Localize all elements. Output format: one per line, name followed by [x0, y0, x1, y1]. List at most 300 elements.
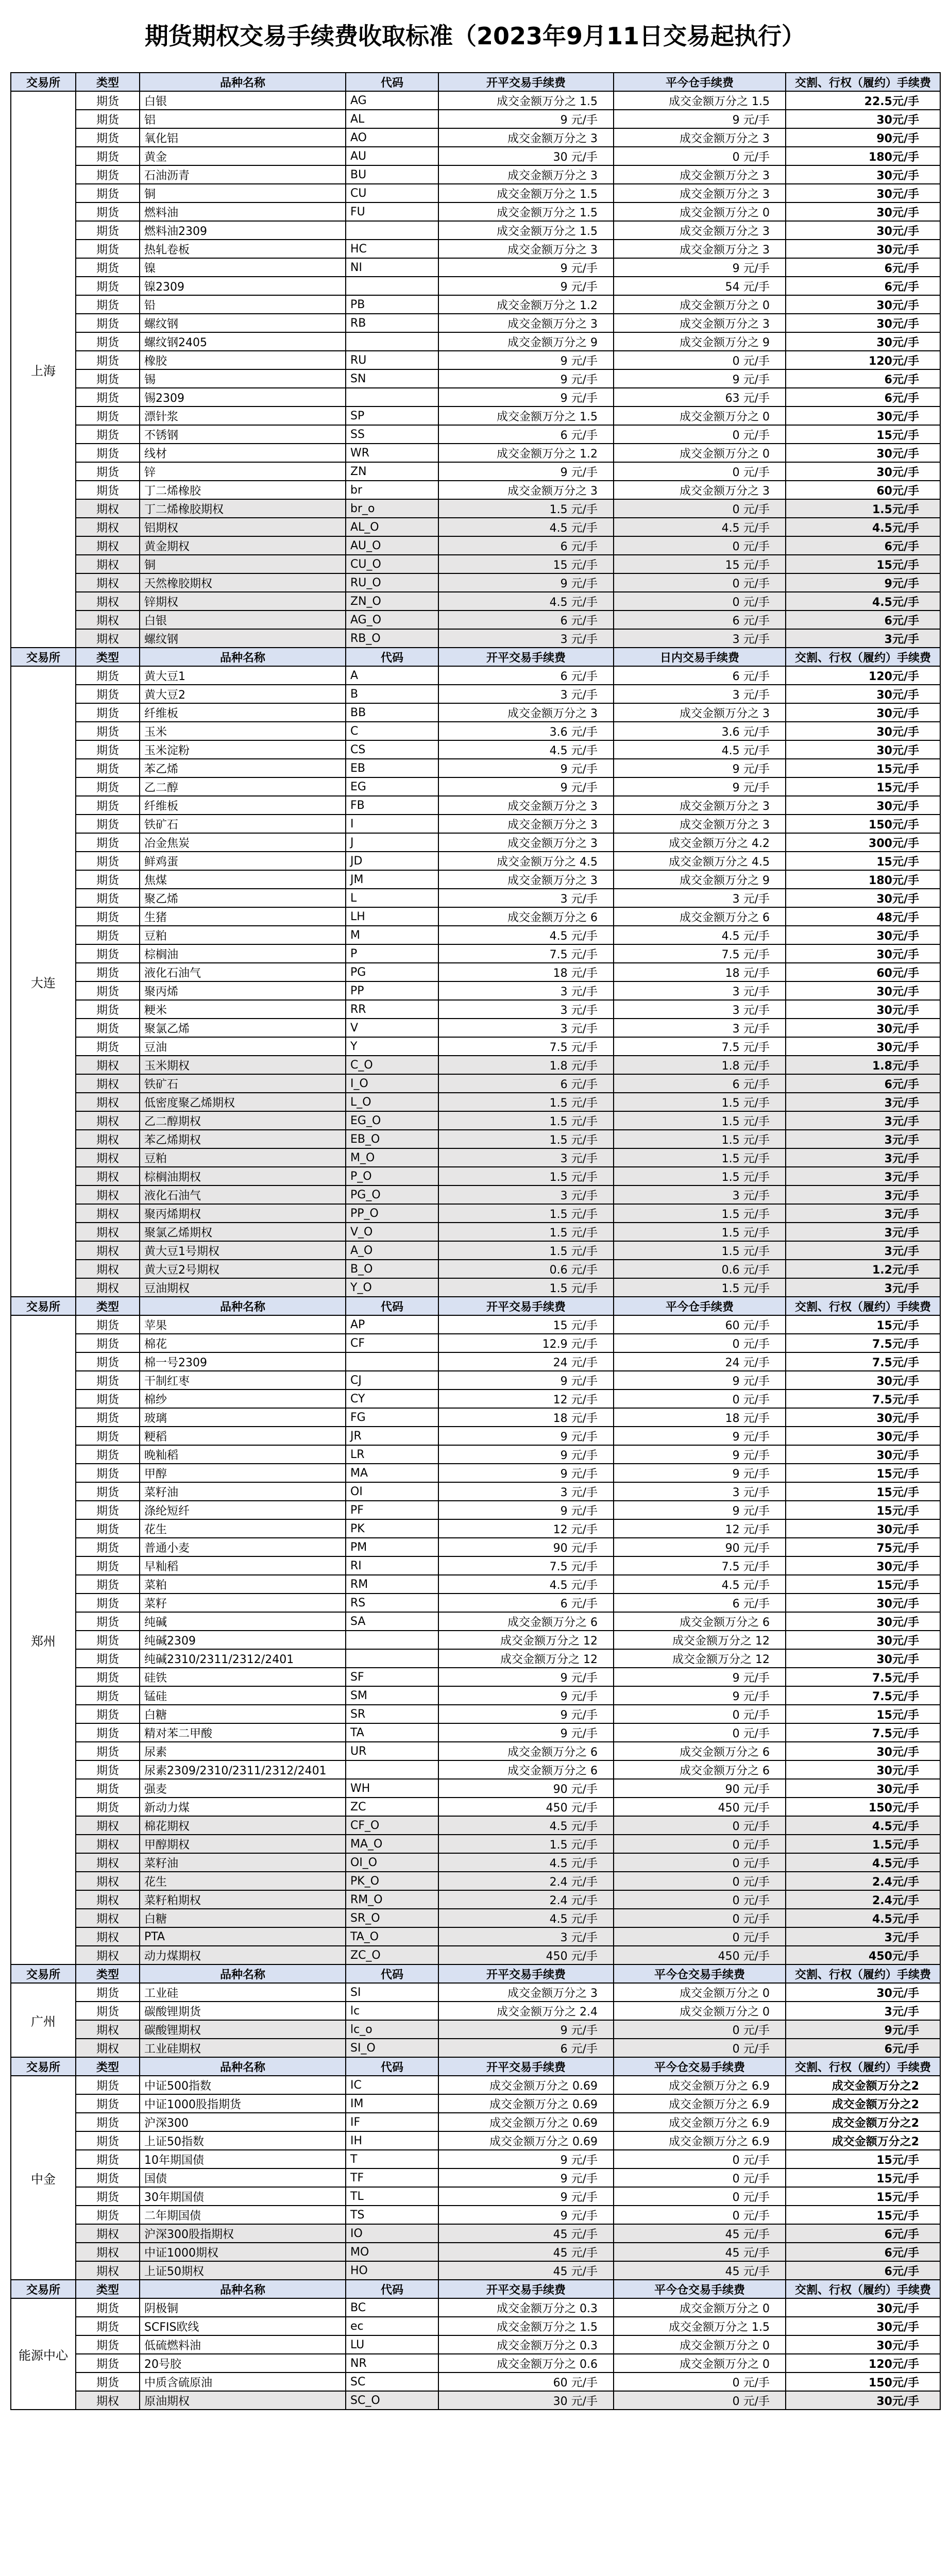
del-cell: 30元/手 — [786, 165, 940, 184]
del-cell: 3元/手 — [786, 1185, 940, 1204]
name-cell: 棉花 — [140, 1334, 346, 1352]
open-cell: 成交金额万分之 0.69 — [438, 2076, 614, 2094]
code-cell: lc — [346, 2002, 438, 2020]
table-row — [11, 777, 940, 796]
code-cell: IC — [346, 2076, 438, 2094]
open-cell: 成交金额万分之 0.69 — [438, 2113, 614, 2131]
column-header: 开平交易手续费 — [438, 1297, 614, 1315]
table-row — [11, 1519, 940, 1538]
type-cell: 期权 — [76, 629, 140, 648]
del-cell: 300元/手 — [786, 833, 940, 852]
del-cell: 30元/手 — [786, 295, 940, 314]
close-cell: 0 元/手 — [614, 1705, 786, 1723]
column-header: 开平交易手续费 — [438, 2057, 614, 2076]
close-cell: 0 元/手 — [614, 536, 786, 555]
del-cell: 3元/手 — [786, 1111, 940, 1130]
name-cell: 国债 — [140, 2168, 346, 2187]
close-cell: 成交金额万分之 12 — [614, 1649, 786, 1668]
code-cell: I_O — [346, 1074, 438, 1093]
open-cell: 成交金额万分之 2.4 — [438, 2002, 614, 2020]
open-cell: 9 元/手 — [438, 258, 614, 277]
type-cell: 期货 — [76, 369, 140, 388]
name-cell: 白糖 — [140, 1705, 346, 1723]
open-cell: 1.5 元/手 — [438, 1093, 614, 1111]
name-cell: 丁二烯橡胶 — [140, 481, 346, 499]
table-row — [11, 1983, 940, 2002]
code-cell: CF_O — [346, 1816, 438, 1835]
close-cell: 成交金额万分之 3 — [614, 165, 786, 184]
table-row — [11, 110, 940, 128]
name-cell: 锰硅 — [140, 1686, 346, 1705]
type-cell: 期权 — [76, 1185, 140, 1204]
table-row — [11, 2150, 940, 2168]
column-header: 类型 — [76, 73, 140, 91]
table-row — [11, 1223, 940, 1241]
type-cell: 期货 — [76, 1668, 140, 1686]
del-cell: 6元/手 — [786, 611, 940, 629]
open-cell: 1.5 元/手 — [438, 1130, 614, 1148]
del-cell: 15元/手 — [786, 2187, 940, 2206]
close-cell: 0 元/手 — [614, 2206, 786, 2224]
table-row — [11, 2168, 940, 2187]
column-header: 平今仓交易手续费 — [614, 2280, 786, 2298]
code-cell: PM — [346, 1538, 438, 1556]
open-cell: 成交金额万分之 1.2 — [438, 444, 614, 462]
name-cell: 铁矿石 — [140, 815, 346, 833]
table-row — [11, 1890, 940, 1909]
table-row — [11, 165, 940, 184]
code-cell: PG — [346, 963, 438, 981]
open-cell: 90 元/手 — [438, 1779, 614, 1798]
del-cell: 30元/手 — [786, 2298, 940, 2317]
table-row — [11, 1779, 940, 1798]
table-row — [11, 759, 940, 777]
open-cell: 7.5 元/手 — [438, 1037, 614, 1056]
open-cell: 9 元/手 — [438, 2020, 614, 2039]
table-row — [11, 2317, 940, 2335]
code-cell: AU — [346, 147, 438, 165]
open-cell: 成交金额万分之 1.5 — [438, 221, 614, 240]
close-cell: 0 元/手 — [614, 1909, 786, 1927]
close-cell: 成交金额万分之 3 — [614, 240, 786, 258]
close-cell: 9 元/手 — [614, 1686, 786, 1705]
del-cell: 30元/手 — [786, 1631, 940, 1649]
type-cell: 期权 — [76, 1260, 140, 1278]
del-cell: 6元/手 — [786, 258, 940, 277]
del-cell: 30元/手 — [786, 703, 940, 722]
close-cell: 9 元/手 — [614, 369, 786, 388]
open-cell: 9 元/手 — [438, 1371, 614, 1389]
type-cell: 期货 — [76, 1445, 140, 1464]
table-row — [11, 1056, 940, 1074]
table-row — [11, 258, 940, 277]
name-cell: 碳酸锂期货 — [140, 2002, 346, 2020]
code-cell: OI_O — [346, 1853, 438, 1872]
open-cell: 3 元/手 — [438, 1927, 614, 1946]
table-row — [11, 1074, 940, 1093]
del-cell: 30元/手 — [786, 1037, 940, 1056]
type-cell: 期货 — [76, 1631, 140, 1649]
code-cell: FG — [346, 1408, 438, 1427]
close-cell: 0 元/手 — [614, 1723, 786, 1742]
table-row — [11, 1927, 940, 1946]
del-cell: 30元/手 — [786, 240, 940, 258]
close-cell: 0 元/手 — [614, 1334, 786, 1352]
del-cell: 30元/手 — [786, 1649, 940, 1668]
del-cell: 15元/手 — [786, 1705, 940, 1723]
type-cell: 期权 — [76, 2039, 140, 2057]
code-cell: MA — [346, 1464, 438, 1482]
type-cell: 期权 — [76, 499, 140, 518]
open-cell: 3 元/手 — [438, 1185, 614, 1204]
name-cell: 花生 — [140, 1872, 346, 1890]
table-row — [11, 1315, 940, 1334]
open-cell: 30 元/手 — [438, 2391, 614, 2410]
del-cell: 120元/手 — [786, 351, 940, 369]
type-cell: 期货 — [76, 833, 140, 852]
name-cell: 不锈钢 — [140, 425, 346, 444]
exchange-cell: 中金 — [11, 2076, 76, 2280]
type-cell: 期货 — [76, 815, 140, 833]
table-row — [11, 963, 940, 981]
column-header: 开平交易手续费 — [438, 1964, 614, 1983]
close-cell: 60 元/手 — [614, 1315, 786, 1334]
open-cell: 12 元/手 — [438, 1389, 614, 1408]
del-cell: 1.5元/手 — [786, 499, 940, 518]
open-cell: 45 元/手 — [438, 2261, 614, 2280]
close-cell: 9 元/手 — [614, 777, 786, 796]
close-cell: 24 元/手 — [614, 1352, 786, 1371]
close-cell: 0 元/手 — [614, 1816, 786, 1835]
del-cell: 6元/手 — [786, 2224, 940, 2243]
del-cell: 4.5元/手 — [786, 1909, 940, 1927]
column-header: 代码 — [346, 648, 438, 666]
code-cell: LR — [346, 1445, 438, 1464]
column-header: 品种名称 — [140, 2280, 346, 2298]
code-cell: BB — [346, 703, 438, 722]
name-cell: 中证1000股指期货 — [140, 2094, 346, 2113]
code-cell: NR — [346, 2354, 438, 2372]
open-cell: 成交金额万分之 0.6 — [438, 2354, 614, 2372]
code-cell: TA — [346, 1723, 438, 1742]
name-cell: 棕榈油 — [140, 944, 346, 963]
code-cell: AU_O — [346, 536, 438, 555]
code-cell: IM — [346, 2094, 438, 2113]
name-cell: 聚氯乙烯期权 — [140, 1223, 346, 1241]
code-cell: JM — [346, 870, 438, 889]
close-cell: 7.5 元/手 — [614, 944, 786, 963]
table-row — [11, 314, 940, 332]
name-cell: 螺纹钢 — [140, 629, 346, 648]
open-cell: 成交金额万分之 3 — [438, 240, 614, 258]
section-header-row — [11, 2280, 940, 2298]
table-row — [11, 1204, 940, 1223]
del-cell: 7.5元/手 — [786, 1686, 940, 1705]
name-cell: 苯乙烯 — [140, 759, 346, 777]
close-cell: 成交金额万分之 3 — [614, 703, 786, 722]
name-cell: 锡 — [140, 369, 346, 388]
close-cell: 9 元/手 — [614, 1668, 786, 1686]
close-cell: 3 元/手 — [614, 1482, 786, 1501]
code-cell: AG — [346, 91, 438, 110]
close-cell: 成交金额万分之 1.5 — [614, 91, 786, 110]
del-cell: 30元/手 — [786, 406, 940, 425]
name-cell: 棉纱 — [140, 1389, 346, 1408]
table-row — [11, 1501, 940, 1519]
del-cell: 成交金额万分之2 — [786, 2131, 940, 2150]
table-row — [11, 406, 940, 425]
section-header-row — [11, 1964, 940, 1983]
del-cell: 30元/手 — [786, 981, 940, 1000]
type-cell: 期权 — [76, 1241, 140, 1260]
code-cell: RR — [346, 1000, 438, 1019]
type-cell: 期权 — [76, 611, 140, 629]
type-cell: 期货 — [76, 295, 140, 314]
del-cell: 1.5元/手 — [786, 1835, 940, 1853]
code-cell — [346, 1760, 438, 1779]
open-cell: 成交金额万分之 3 — [438, 481, 614, 499]
del-cell: 30元/手 — [786, 314, 940, 332]
close-cell: 90 元/手 — [614, 1779, 786, 1798]
close-cell: 1.5 元/手 — [614, 1111, 786, 1130]
close-cell: 成交金额万分之 0 — [614, 202, 786, 221]
del-cell: 60元/手 — [786, 963, 940, 981]
table-row — [11, 1723, 940, 1742]
del-cell: 15元/手 — [786, 1482, 940, 1501]
name-cell: 干制红枣 — [140, 1371, 346, 1389]
table-row — [11, 833, 940, 852]
close-cell: 0 元/手 — [614, 2020, 786, 2039]
code-cell: SC_O — [346, 2391, 438, 2410]
del-cell: 4.5元/手 — [786, 1853, 940, 1872]
open-cell: 4.5 元/手 — [438, 1909, 614, 1927]
type-cell: 期货 — [76, 2076, 140, 2094]
code-cell: RB_O — [346, 629, 438, 648]
del-cell: 7.5元/手 — [786, 1352, 940, 1371]
open-cell: 9 元/手 — [438, 1668, 614, 1686]
open-cell: 450 元/手 — [438, 1946, 614, 1964]
table-row — [11, 1093, 940, 1111]
open-cell: 90 元/手 — [438, 1538, 614, 1556]
close-cell: 6 元/手 — [614, 611, 786, 629]
del-cell: 75元/手 — [786, 1538, 940, 1556]
name-cell: 上证50期权 — [140, 2261, 346, 2280]
type-cell: 期权 — [76, 2261, 140, 2280]
del-cell: 15元/手 — [786, 1501, 940, 1519]
name-cell: 豆油 — [140, 1037, 346, 1056]
code-cell: PB — [346, 295, 438, 314]
open-cell: 18 元/手 — [438, 963, 614, 981]
column-header: 平今仓交易手续费 — [614, 1964, 786, 1983]
table-row — [11, 388, 940, 406]
close-cell: 4.5 元/手 — [614, 518, 786, 536]
del-cell: 2.4元/手 — [786, 1890, 940, 1909]
close-cell: 0 元/手 — [614, 1389, 786, 1408]
open-cell: 成交金额万分之 3 — [438, 165, 614, 184]
column-header: 交易所 — [11, 1297, 76, 1315]
code-cell: P — [346, 944, 438, 963]
table-row — [11, 1111, 940, 1130]
column-header: 代码 — [346, 2280, 438, 2298]
del-cell: 3元/手 — [786, 1093, 940, 1111]
table-row — [11, 1148, 940, 1167]
open-cell: 7.5 元/手 — [438, 1556, 614, 1575]
close-cell: 9 元/手 — [614, 110, 786, 128]
close-cell: 9 元/手 — [614, 258, 786, 277]
close-cell: 1.5 元/手 — [614, 1241, 786, 1260]
del-cell: 30元/手 — [786, 889, 940, 907]
close-cell: 9 元/手 — [614, 1445, 786, 1464]
type-cell: 期货 — [76, 1501, 140, 1519]
open-cell: 成交金额万分之 4.5 — [438, 852, 614, 870]
open-cell: 45 元/手 — [438, 2243, 614, 2261]
type-cell: 期货 — [76, 462, 140, 481]
name-cell: 菜籽粕期权 — [140, 1890, 346, 1909]
close-cell: 0 元/手 — [614, 462, 786, 481]
code-cell: SP — [346, 406, 438, 425]
open-cell: 6 元/手 — [438, 666, 614, 685]
column-header: 类型 — [76, 1297, 140, 1315]
code-cell: IF — [346, 2113, 438, 2131]
type-cell: 期货 — [76, 314, 140, 332]
table-row — [11, 2354, 940, 2372]
column-header: 类型 — [76, 2057, 140, 2076]
del-cell: 9元/手 — [786, 2020, 940, 2039]
del-cell: 3元/手 — [786, 1241, 940, 1260]
table-row — [11, 740, 940, 759]
type-cell: 期货 — [76, 870, 140, 889]
close-cell: 成交金额万分之 12 — [614, 1631, 786, 1649]
close-cell: 成交金额万分之 6 — [614, 1742, 786, 1760]
column-header: 交割、行权（履约）手续费 — [786, 2280, 940, 2298]
code-cell: EB_O — [346, 1130, 438, 1148]
table-row — [11, 944, 940, 963]
code-cell: JR — [346, 1427, 438, 1445]
column-header: 交易所 — [11, 648, 76, 666]
open-cell: 4.5 元/手 — [438, 1853, 614, 1872]
type-cell: 期货 — [76, 2206, 140, 2224]
name-cell: 热轧卷板 — [140, 240, 346, 258]
table-row — [11, 351, 940, 369]
table-row — [11, 2187, 940, 2206]
name-cell: 铜 — [140, 184, 346, 202]
code-cell: FB — [346, 796, 438, 815]
code-cell: A_O — [346, 1241, 438, 1260]
open-cell: 成交金额万分之 1.5 — [438, 2317, 614, 2335]
del-cell: 6元/手 — [786, 277, 940, 295]
del-cell: 180元/手 — [786, 147, 940, 165]
open-cell: 1.5 元/手 — [438, 1111, 614, 1130]
del-cell: 120元/手 — [786, 2354, 940, 2372]
del-cell: 15元/手 — [786, 759, 940, 777]
table-row — [11, 981, 940, 1000]
open-cell: 9 元/手 — [438, 462, 614, 481]
open-cell: 成交金额万分之 3 — [438, 833, 614, 852]
type-cell: 期货 — [76, 1519, 140, 1538]
del-cell: 6元/手 — [786, 2039, 940, 2057]
del-cell: 30元/手 — [786, 332, 940, 351]
open-cell: 9 元/手 — [438, 777, 614, 796]
code-cell: RB — [346, 314, 438, 332]
type-cell: 期货 — [76, 796, 140, 815]
close-cell: 4.5 元/手 — [614, 740, 786, 759]
fee-table — [10, 72, 941, 2410]
code-cell: Y_O — [346, 1278, 438, 1297]
close-cell: 成交金额万分之 1.5 — [614, 2317, 786, 2335]
type-cell: 期权 — [76, 1093, 140, 1111]
name-cell: 工业硅期权 — [140, 2039, 346, 2057]
type-cell: 期权 — [76, 2020, 140, 2039]
section-header-row — [11, 73, 940, 91]
open-cell: 9 元/手 — [438, 759, 614, 777]
close-cell: 成交金额万分之 3 — [614, 314, 786, 332]
table-row — [11, 1575, 940, 1594]
code-cell: ec — [346, 2317, 438, 2335]
fee-table-body — [11, 73, 940, 2410]
code-cell: V_O — [346, 1223, 438, 1241]
close-cell: 成交金额万分之 0 — [614, 2002, 786, 2020]
code-cell: CF — [346, 1334, 438, 1352]
close-cell: 成交金额万分之 3 — [614, 481, 786, 499]
type-cell: 期货 — [76, 1464, 140, 1482]
open-cell: 9 元/手 — [438, 1464, 614, 1482]
code-cell: L — [346, 889, 438, 907]
name-cell: 棉一号2309 — [140, 1352, 346, 1371]
column-header: 品种名称 — [140, 73, 346, 91]
close-cell: 1.5 元/手 — [614, 1204, 786, 1223]
name-cell: 玉米淀粉 — [140, 740, 346, 759]
table-row — [11, 1538, 940, 1556]
close-cell: 18 元/手 — [614, 1408, 786, 1427]
type-cell: 期货 — [76, 1427, 140, 1445]
exchange-cell: 上海 — [11, 91, 76, 648]
name-cell: 苹果 — [140, 1315, 346, 1334]
code-cell: PP — [346, 981, 438, 1000]
table-row — [11, 536, 940, 555]
name-cell: 棉花期权 — [140, 1816, 346, 1835]
close-cell: 6 元/手 — [614, 1594, 786, 1612]
open-cell: 成交金额万分之 3 — [438, 815, 614, 833]
name-cell: 菜籽油 — [140, 1482, 346, 1501]
table-row — [11, 1668, 940, 1686]
open-cell: 2.4 元/手 — [438, 1872, 614, 1890]
open-cell: 成交金额万分之 1.5 — [438, 406, 614, 425]
code-cell: PP_O — [346, 1204, 438, 1223]
close-cell: 90 元/手 — [614, 1538, 786, 1556]
table-row — [11, 1464, 940, 1482]
table-row — [11, 1167, 940, 1185]
open-cell: 成交金额万分之 3 — [438, 1983, 614, 2002]
type-cell: 期货 — [76, 1334, 140, 1352]
del-cell: 30元/手 — [786, 926, 940, 944]
open-cell: 6 元/手 — [438, 611, 614, 629]
name-cell: 碳酸锂期权 — [140, 2020, 346, 2039]
del-cell: 成交金额万分之2 — [786, 2113, 940, 2131]
name-cell: 纯碱2310/2311/2312/2401 — [140, 1649, 346, 1668]
column-header: 类型 — [76, 2280, 140, 2298]
del-cell: 30元/手 — [786, 1760, 940, 1779]
code-cell: LH — [346, 907, 438, 926]
close-cell: 0 元/手 — [614, 499, 786, 518]
name-cell: 聚氯乙烯 — [140, 1019, 346, 1037]
name-cell: 聚丙烯期权 — [140, 1204, 346, 1223]
name-cell: 聚丙烯 — [140, 981, 346, 1000]
close-cell: 成交金额万分之 6.9 — [614, 2131, 786, 2150]
code-cell — [346, 332, 438, 351]
del-cell: 15元/手 — [786, 852, 940, 870]
type-cell: 期货 — [76, 852, 140, 870]
type-cell: 期货 — [76, 110, 140, 128]
